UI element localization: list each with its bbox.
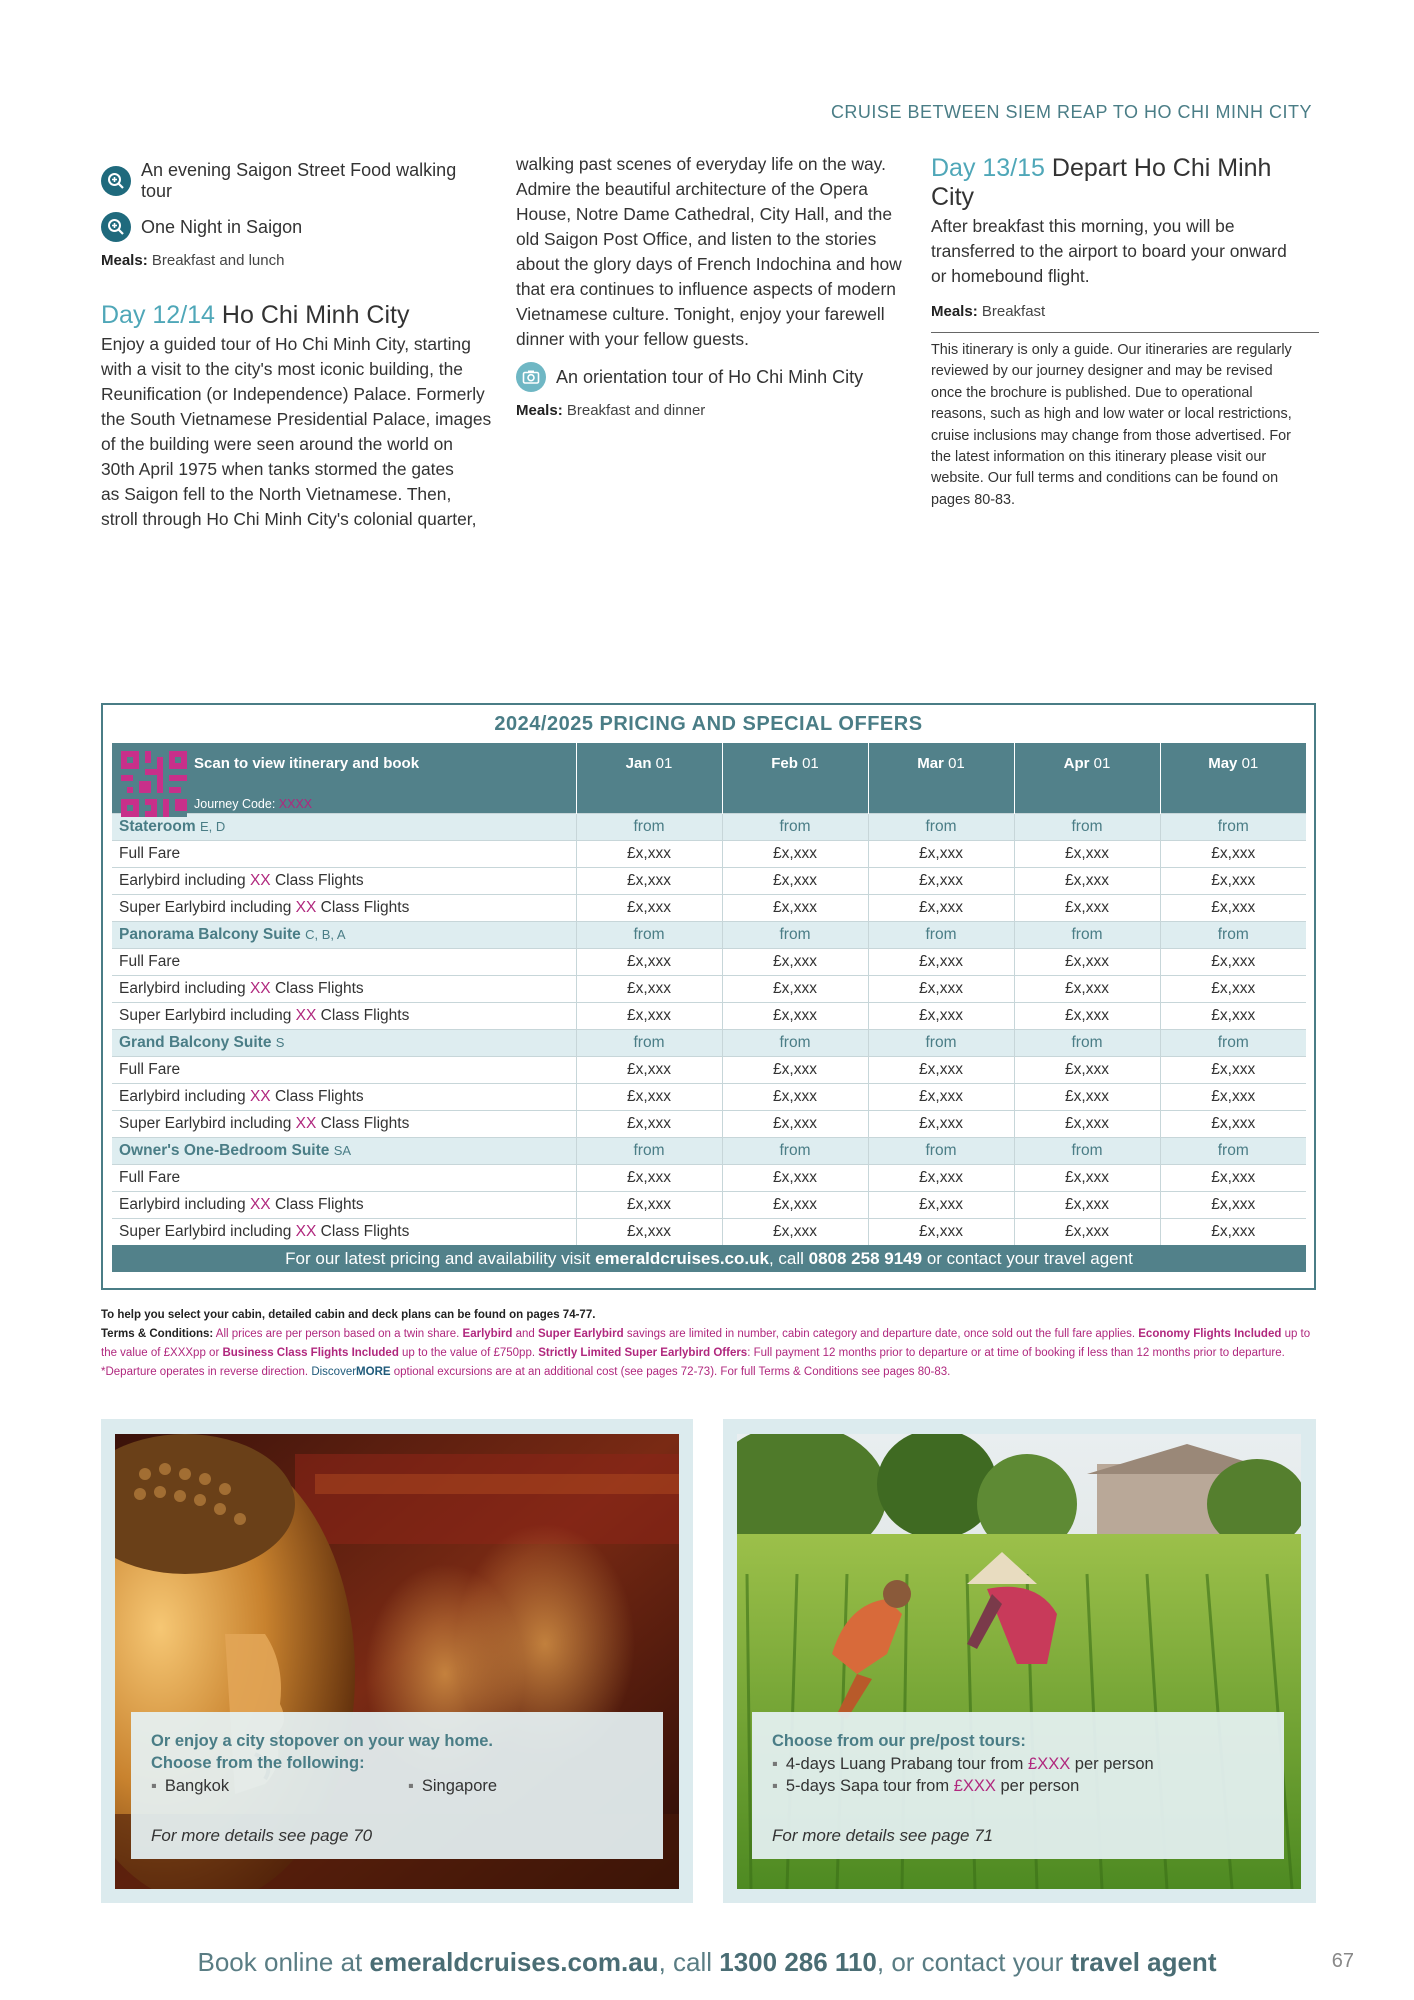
cabin-name: Stateroom [119, 817, 196, 835]
price-cell: £x,xxx [722, 1002, 868, 1029]
fare-row-earlybird [112, 975, 1306, 1002]
tour-sapa [772, 1775, 1079, 1797]
price-cell: £x,xxx [576, 1164, 722, 1191]
fare-label [112, 1002, 576, 1029]
month-apr [1014, 743, 1160, 813]
price-cell: £x,xxx [868, 1056, 1014, 1083]
cabin-codes: C, B, A [305, 926, 346, 942]
fare-row-super-earlybird [112, 1218, 1306, 1245]
text-line: that era continues to influence aspects of modern [516, 279, 896, 299]
tc-text: savings are limited in number, cabin category and departure date, once sold out the full fare applies. [623, 1328, 1139, 1340]
price-cell: £x,xxx [576, 1191, 722, 1218]
text-line: cruise inclusions may change from those advertised. For [931, 427, 1291, 444]
tc-text: Business Class Flights Included [222, 1347, 399, 1359]
fare-label [112, 1218, 576, 1245]
caption-heading: Or enjoy a city stopover on your way home. [151, 1732, 494, 1750]
meals-line [101, 252, 491, 269]
price-cell: £x,xxx [722, 1083, 868, 1110]
month-day: 01 [1241, 755, 1259, 772]
more-details: For more details see page 70 [151, 1826, 373, 1845]
price-cell: £x,xxx [1014, 867, 1160, 894]
pricing-body [112, 813, 1306, 1245]
bullet-icon: ▪ [408, 1777, 414, 1795]
footer-text: For our latest pricing and availability visit [285, 1248, 596, 1268]
price-cell: from [576, 921, 722, 948]
price-cell: from [722, 921, 868, 948]
price-cell: £x,xxx [868, 867, 1014, 894]
uk-website-link[interactable]: emeraldcruises.co.uk [595, 1248, 769, 1268]
au-phone-link[interactable]: 1300 286 110 [719, 1947, 877, 1977]
tc-text: up to the value of £750pp. [398, 1347, 539, 1359]
price-cell: from [868, 813, 1014, 840]
price-cell: £x,xxx [868, 975, 1014, 1002]
month-day: 01 [802, 755, 819, 772]
price-cell: £x,xxx [868, 840, 1014, 867]
fare-label-text: Class Flights [270, 979, 364, 997]
tour-text: 4-days Luang Prabang tour from [785, 1755, 1029, 1773]
fare-label-text: Class Flights [270, 1195, 364, 1213]
fare-label-text: Class Flights [316, 1222, 410, 1240]
price-cell: £x,xxx [1014, 948, 1160, 975]
cabin-codes: E, D [199, 818, 226, 834]
flight-class: XX [249, 979, 271, 997]
travel-agent-text: travel agent [1070, 1947, 1217, 1977]
tc-text: Strictly Limited Super Earlybird Offers [538, 1347, 748, 1359]
page-number: 67 [1331, 1950, 1354, 1972]
column-2 [516, 152, 916, 419]
journey-code [194, 797, 312, 811]
promo-stopover [101, 1419, 693, 1903]
text-line: walking past scenes of everyday life on the way. [516, 154, 886, 174]
price-cell: from [1160, 1137, 1306, 1164]
month-name: May [1208, 755, 1238, 772]
tc-text: Economy Flights Included [1138, 1328, 1282, 1340]
tc-text: Earlybird [462, 1328, 513, 1340]
search-icon [101, 212, 131, 242]
stopover-caption [131, 1712, 663, 1859]
flight-class: XX [295, 1222, 317, 1240]
month-day: 01 [948, 755, 965, 772]
fare-label-text: Earlybird including [119, 1195, 250, 1213]
price-cell: £x,xxx [722, 1110, 868, 1137]
fare-row-super-earlybird [112, 1002, 1306, 1029]
cabin-category [112, 1029, 576, 1056]
fare-label: Full Fare [112, 948, 576, 975]
month-day: 01 [1093, 755, 1111, 772]
fare-row-super-earlybird [112, 894, 1306, 921]
highlight-one-night [101, 212, 491, 242]
text-line: website. Our full terms and conditions can be found on [931, 470, 1279, 487]
pricing-title: 2024/2025 PRICING AND SPECIAL OFFERS [494, 713, 923, 735]
price-cell: £x,xxx [868, 1083, 1014, 1110]
promo-tours [723, 1419, 1316, 1903]
terms-conditions [101, 1325, 1316, 1382]
flight-class: XX [295, 1006, 317, 1024]
fare-row-full [112, 1056, 1306, 1083]
cabin-name: Owner's One-Bedroom Suite [119, 1141, 330, 1159]
tour-price: £XXX [953, 1777, 996, 1795]
pricing-footer-row [112, 1245, 1306, 1272]
fare-label [112, 1191, 576, 1218]
price-cell: £x,xxx [1160, 1164, 1306, 1191]
month-name: Apr [1063, 755, 1090, 772]
scan-label: Scan to view itinerary and book [194, 755, 420, 772]
pricing-box [101, 703, 1316, 1290]
fare-label-text: Super Earlybird including [119, 1114, 296, 1132]
price-cell: from [868, 1029, 1014, 1056]
itinerary-disclaimer [931, 340, 1321, 511]
flight-class: XX [295, 1114, 317, 1132]
text-line: Vietnamese culture. Tonight, enjoy your farewell [516, 304, 885, 324]
price-cell: £x,xxx [722, 894, 868, 921]
highlight-text: An orientation tour of Ho Chi Minh City [556, 366, 864, 387]
day-number: Day 13/15 [931, 154, 1045, 182]
city-option-singapore [408, 1775, 497, 1797]
fare-label [112, 894, 576, 921]
fare-label-text: Class Flights [316, 1006, 410, 1024]
price-cell: £x,xxx [1014, 1002, 1160, 1029]
tour-text: per person [1070, 1755, 1154, 1773]
price-cell: £x,xxx [576, 1110, 722, 1137]
price-cell: from [576, 813, 722, 840]
cabin-note [101, 1306, 1316, 1325]
text-line: about the glory days of French Indochina and how [516, 254, 902, 274]
fare-label: Full Fare [112, 1056, 576, 1083]
city-name: Bangkok [164, 1777, 230, 1795]
price-cell: £x,xxx [722, 840, 868, 867]
fare-label-text: Class Flights [316, 898, 410, 916]
tour-price: £XXX [1028, 1755, 1071, 1773]
search-icon [101, 166, 131, 196]
price-cell: £x,xxx [576, 975, 722, 1002]
footer-text: , call [658, 1947, 720, 1977]
day-place: Depart Ho Chi Minh City [931, 154, 1272, 211]
price-cell: from [576, 1029, 722, 1056]
fare-label [112, 867, 576, 894]
price-cell: £x,xxx [722, 948, 868, 975]
month-jan [576, 743, 722, 813]
day-description [931, 214, 1321, 289]
text-line: pages 80-83. [931, 491, 1016, 508]
day-heading [931, 154, 1321, 212]
fare-label-text: Earlybird including [119, 1087, 250, 1105]
price-cell: from [722, 813, 868, 840]
price-cell: £x,xxx [1014, 1191, 1160, 1218]
footer-text: , call [768, 1248, 809, 1268]
cabin-category [112, 921, 576, 948]
price-cell: £x,xxx [576, 1083, 722, 1110]
page-header-title: CRUISE BETWEEN SIEM REAP TO HO CHI MINH CITY [830, 102, 1312, 122]
flight-class: XX [295, 898, 317, 916]
price-cell: £x,xxx [722, 1164, 868, 1191]
price-cell: £x,xxx [722, 975, 868, 1002]
fare-row-full [112, 1164, 1306, 1191]
fare-label-text: Super Earlybird including [119, 1006, 296, 1024]
month-mar [868, 743, 1014, 813]
text-line: of the building were seen around the world on [101, 434, 453, 454]
text-line: the latest information on this itinerary please visit our [931, 449, 1267, 466]
more-details: For more details see page 71 [772, 1826, 994, 1845]
tc-text: and [512, 1328, 538, 1340]
price-cell: £x,xxx [576, 867, 722, 894]
qr-code-icon[interactable] [121, 751, 187, 817]
tour-text: 5-days Sapa tour from [785, 1777, 954, 1795]
price-cell: £x,xxx [868, 1218, 1014, 1245]
footer-text: or contact your travel agent [922, 1248, 1133, 1268]
price-cell: £x,xxx [576, 894, 722, 921]
fare-label-text: Earlybird including [119, 979, 250, 997]
price-cell: £x,xxx [1014, 1083, 1160, 1110]
fare-label-text: Class Flights [270, 871, 364, 889]
text-line: Reunification (or Independence) Palace. Formerly [101, 384, 485, 404]
price-cell: £x,xxx [722, 867, 868, 894]
price-cell: £x,xxx [1160, 1002, 1306, 1029]
text-line: the South Vietnamese Presidential Palace, images [101, 409, 492, 429]
meals-line [516, 402, 916, 419]
day-description-cont [516, 152, 916, 352]
tc-text: MORE [356, 1366, 391, 1378]
text-line: Admire the beautiful architecture of the Opera [516, 179, 868, 199]
price-cell: £x,xxx [868, 894, 1014, 921]
bullet-icon: ▪ [151, 1777, 157, 1795]
cabin-codes: SA [333, 1142, 352, 1158]
month-name: Jan [625, 755, 652, 772]
caption-heading: Choose from our pre/post tours: [772, 1732, 1026, 1750]
column-3 [931, 154, 1321, 511]
cabin-name: Panorama Balcony Suite [119, 925, 301, 943]
price-cell: £x,xxx [576, 840, 722, 867]
tc-label: Terms & Conditions: [101, 1328, 214, 1340]
camera-icon [516, 362, 546, 392]
fare-row-full [112, 948, 1306, 975]
scan-cell [112, 743, 576, 813]
cabin-category-row [112, 1137, 1306, 1164]
price-cell: from [722, 1029, 868, 1056]
footer-text: Book online at [197, 1947, 370, 1977]
tour-text: per person [995, 1777, 1080, 1795]
price-cell: £x,xxx [1160, 894, 1306, 921]
tc-text: Super Earlybird [537, 1328, 624, 1340]
price-cell: £x,xxx [1014, 894, 1160, 921]
day-number: Day 12/14 [101, 301, 215, 329]
fare-row-earlybird [112, 1083, 1306, 1110]
fare-label: Full Fare [112, 840, 576, 867]
bullet-icon: ▪ [772, 1777, 778, 1795]
uk-phone-link[interactable]: 0808 258 9149 [808, 1248, 923, 1268]
price-cell: from [1160, 1029, 1306, 1056]
price-cell: £x,xxx [1014, 1110, 1160, 1137]
price-cell: £x,xxx [1014, 1218, 1160, 1245]
price-cell: £x,xxx [1160, 867, 1306, 894]
meals-value: Breakfast [981, 303, 1046, 320]
price-cell: £x,xxx [1160, 1191, 1306, 1218]
pricing-footer [112, 1245, 1306, 1272]
price-cell: from [1160, 921, 1306, 948]
text-line: This itinerary is only a guide. Our itineraries are regularly [931, 342, 1292, 358]
month-feb [722, 743, 868, 813]
price-cell: £x,xxx [1014, 1164, 1160, 1191]
price-cell: £x,xxx [576, 1056, 722, 1083]
meals-value: Breakfast and lunch [151, 252, 285, 269]
footer-text: , or contact your [876, 1947, 1071, 1977]
price-cell: £x,xxx [722, 1191, 868, 1218]
price-cell: from [576, 1137, 722, 1164]
tours-caption [752, 1712, 1284, 1859]
cabin-category-row [112, 813, 1306, 840]
tc-text: All prices are per person based on a twin share. [213, 1328, 463, 1340]
au-website-link[interactable]: emeraldcruises.com.au [369, 1947, 659, 1977]
price-cell: £x,xxx [1014, 975, 1160, 1002]
text-line: stroll through Ho Chi Minh City's colonial quarter, [101, 509, 477, 529]
cabin-note-text: To help you select your cabin, detailed cabin and deck plans can be found on pages 74-77. [101, 1309, 596, 1321]
fare-label-text: Class Flights [316, 1114, 410, 1132]
meals-label: Meals: [516, 402, 563, 419]
pricing-header-row [112, 743, 1306, 813]
price-cell: £x,xxx [576, 1002, 722, 1029]
price-cell: £x,xxx [868, 1164, 1014, 1191]
flight-class: XX [249, 1087, 271, 1105]
flight-class: XX [249, 871, 271, 889]
price-cell: £x,xxx [722, 1056, 868, 1083]
text-line: House, Notre Dame Cathedral, City Hall, and the [516, 204, 893, 224]
cabin-category-row [112, 921, 1306, 948]
bullet-icon: ▪ [772, 1755, 778, 1773]
text-line: transferred to the airport to board your onward [931, 241, 1287, 261]
price-cell: £x,xxx [1014, 840, 1160, 867]
month-name: Mar [917, 755, 944, 772]
price-cell: from [722, 1137, 868, 1164]
text-line: once the brochure is published. Due to operational [931, 384, 1253, 401]
price-cell: £x,xxx [1160, 948, 1306, 975]
meals-label: Meals: [101, 252, 148, 269]
tc-text: Discover [311, 1366, 357, 1378]
caption-heading: Choose from the following: [151, 1754, 365, 1772]
price-cell: from [1014, 1029, 1160, 1056]
price-cell: from [1160, 813, 1306, 840]
price-cell: £x,xxx [1160, 1110, 1306, 1137]
price-cell: £x,xxx [1160, 975, 1306, 1002]
text-line: reviewed by our journey designer and may be revised [931, 363, 1273, 380]
price-cell: £x,xxx [868, 948, 1014, 975]
text-line: reasons, such as high and low water or local restrictions, [931, 406, 1292, 423]
flight-class: XX [249, 1195, 271, 1213]
text-line: or homebound flight. [931, 266, 1090, 286]
price-cell: from [868, 1137, 1014, 1164]
month-may [1160, 743, 1306, 813]
fare-label-text: Class Flights [270, 1087, 364, 1105]
text-line: with a visit to the city's most iconic building, the [101, 359, 463, 379]
cabin-codes: S [275, 1034, 285, 1050]
fare-row-earlybird [112, 1191, 1306, 1218]
journey-code-value: XXXX [278, 797, 313, 811]
fare-label: Full Fare [112, 1164, 576, 1191]
day-place: Ho Chi Minh City [221, 301, 410, 329]
tc-text: : Full payment 12 months prior to departure or at time of booking if less than 12 months prior to departure. *Departure operates in reverse direction. [101, 1347, 1285, 1378]
text-line: Enjoy a guided tour of Ho Chi Minh City, starting [101, 334, 471, 354]
price-cell: £x,xxx [576, 1218, 722, 1245]
price-cell: from [1014, 1137, 1160, 1164]
tc-text: up to the value of £XXXpp or [101, 1328, 1311, 1359]
city-option-bangkok [151, 1775, 229, 1797]
month-day: 01 [655, 755, 673, 772]
price-cell: £x,xxx [1014, 1056, 1160, 1083]
fare-label [112, 975, 576, 1002]
price-cell: £x,xxx [722, 1218, 868, 1245]
price-cell: £x,xxx [868, 1110, 1014, 1137]
text-line: 30th April 1975 when tanks stormed the gates [101, 459, 454, 479]
price-cell: from [868, 921, 1014, 948]
fare-row-super-earlybird [112, 1110, 1306, 1137]
price-cell: £x,xxx [1160, 840, 1306, 867]
highlight-street-food [101, 160, 491, 202]
month-name: Feb [771, 755, 798, 772]
highlight-text: An evening Saigon Street Food walking tour [141, 160, 457, 201]
meals-value: Breakfast and dinner [566, 402, 706, 419]
fare-row-earlybird [112, 867, 1306, 894]
tc-text: optional excursions are at an additional cost (see pages 72-73). For full Terms & Conditions see pages 80-83. [390, 1366, 951, 1378]
city-name: Singapore [421, 1777, 498, 1795]
column-1 [101, 160, 491, 532]
cabin-category [112, 813, 576, 840]
cabin-name: Grand Balcony Suite [119, 1033, 272, 1051]
text-line: old Saigon Post Office, and listen to the stories [516, 229, 877, 249]
highlight-orientation-tour [516, 362, 916, 392]
fare-label-text: Super Earlybird including [119, 1222, 296, 1240]
price-cell: from [1014, 921, 1160, 948]
fare-label [112, 1110, 576, 1137]
pricing-table [112, 743, 1306, 1272]
cabin-category [112, 1137, 576, 1164]
page-footer [0, 1947, 1414, 1978]
divider [931, 332, 1319, 333]
price-cell: £x,xxx [868, 1002, 1014, 1029]
tour-luang-prabang [772, 1753, 1154, 1775]
text-line: dinner with your fellow guests. [516, 329, 749, 349]
price-cell: £x,xxx [1160, 1083, 1306, 1110]
fare-row-full [112, 840, 1306, 867]
day-heading [101, 301, 491, 330]
price-cell: from [1014, 813, 1160, 840]
text-line: as Saigon fell to the North Vietnamese. Then, [101, 484, 452, 504]
fare-label-text: Earlybird including [119, 871, 250, 889]
price-cell: £x,xxx [1160, 1218, 1306, 1245]
fare-label-text: Super Earlybird including [119, 898, 296, 916]
meals-label: Meals: [931, 303, 978, 320]
price-cell: £x,xxx [868, 1191, 1014, 1218]
day-description [101, 332, 491, 532]
price-cell: £x,xxx [1160, 1056, 1306, 1083]
meals-line [931, 303, 1321, 320]
fare-label [112, 1083, 576, 1110]
cabin-category-row [112, 1029, 1306, 1056]
text-line: After breakfast this morning, you will be [931, 216, 1235, 236]
highlight-text: One Night in Saigon [141, 216, 303, 237]
price-cell: £x,xxx [576, 948, 722, 975]
journey-code-label: Journey Code: [194, 797, 276, 811]
